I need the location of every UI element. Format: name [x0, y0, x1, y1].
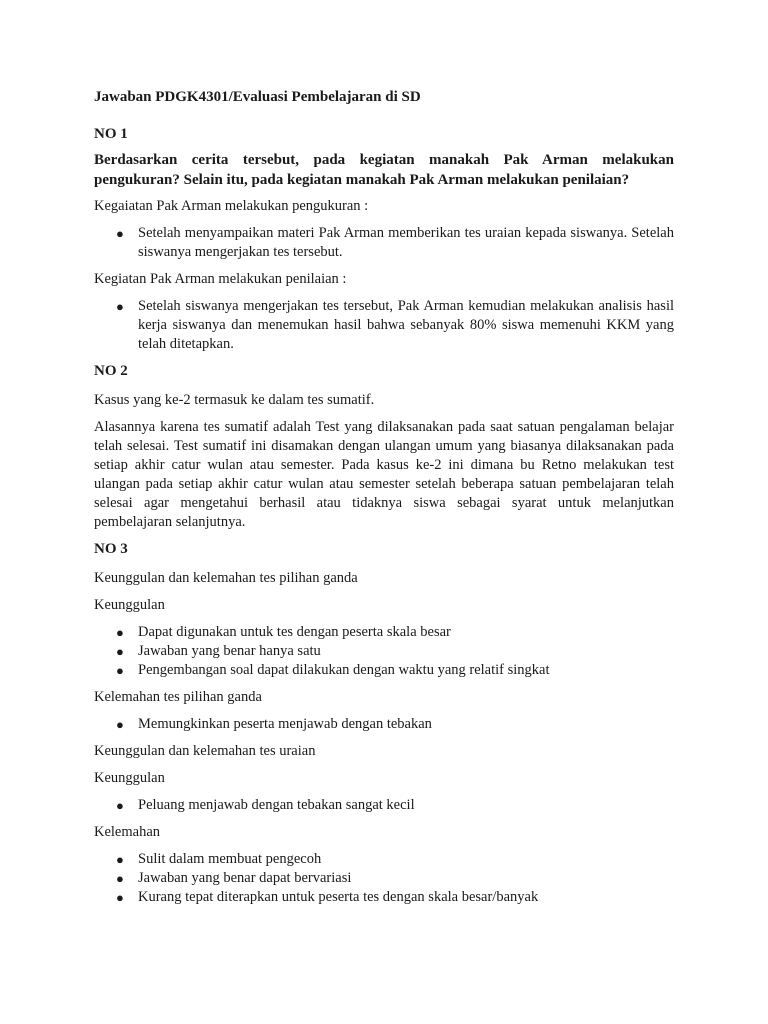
- pengukuran-list: [94, 224, 674, 262]
- pengukuran-label: Kegaiatan Pak Arman melakukan pengukuran :: [94, 198, 369, 214]
- list-item: [116, 623, 674, 642]
- bullet-icon: ●: [116, 299, 124, 314]
- penilaian-label: Kegiatan Pak Arman melakukan penilaian :: [94, 271, 347, 287]
- list-item: [116, 869, 674, 888]
- list-item-text: Sulit dalam membuat pengecoh: [138, 851, 322, 867]
- section-heading-no3: NO 3: [94, 541, 128, 557]
- bullet-icon: ●: [116, 798, 124, 813]
- list-item: [116, 715, 674, 734]
- section-heading-no2: NO 2: [94, 363, 128, 379]
- bullet-icon: ●: [116, 663, 124, 678]
- pg-kelemahan-label: Kelemahan tes pilihan ganda: [94, 689, 262, 705]
- list-item-text: Jawaban yang benar dapat bervariasi: [138, 870, 352, 886]
- bullet-icon: ●: [116, 871, 124, 886]
- list-item: [116, 297, 674, 354]
- list-item-text: Setelah siswanya mengerjakan tes tersebut, Pak Arman kemudian melakukan analisis hasil kerja siswanya dan menemukan hasil bahwa sebanyak 80% siswa memenuhi KKM yang telah ditetapkan.: [138, 298, 674, 352]
- list-item-text: Setelah menyampaikan materi Pak Arman memberikan tes uraian kepada siswanya. Setelah siswanya mengerjakan tes tersebut.: [138, 225, 674, 260]
- penilaian-list: [94, 297, 674, 354]
- bullet-icon: ●: [116, 717, 124, 732]
- no2-reason-paragraph: Alasannya karena tes sumatif adalah Test yang dilaksanakan pada saat satuan pengalaman belajar telah selesai. Test sumatif ini disamakan dengan ulangan umum yang biasanya dilaksanakan pada setiap akhir catur wulan atau semester. Pada kasus ke-2 ini dimana bu Retno melakukan test ulangan pada setiap akhir catur wulan atau semester setelah beberapa satuan pembelajaran telah selesai agar mengetahui berhasil atau tidaknya siswa sebagai syarat untuk melanjutkan pembelajaran selanjutnya.: [94, 419, 674, 530]
- bullet-icon: ●: [116, 226, 124, 241]
- bullet-icon: ●: [116, 852, 124, 867]
- list-item-text: Pengembangan soal dapat dilakukan dengan waktu yang relatif singkat: [138, 662, 550, 678]
- question-no1: Berdasarkan cerita tersebut, pada kegiatan manakah Pak Arman melakukan pengukuran? Selain itu, pada kegiatan manakah Pak Arman melakukan penilaian?: [94, 152, 674, 188]
- list-item-text: Dapat digunakan untuk tes dengan peserta skala besar: [138, 624, 451, 640]
- list-item: [116, 224, 674, 262]
- pg-kelemahan-list: [94, 715, 674, 734]
- bullet-icon: ●: [116, 644, 124, 659]
- pg-title: Keunggulan dan kelemahan tes pilihan ganda: [94, 570, 358, 586]
- list-item-text: Jawaban yang benar hanya satu: [138, 643, 321, 659]
- uraian-keunggulan-list: [94, 796, 674, 815]
- bullet-icon: ●: [116, 625, 124, 640]
- list-item-text: Memungkinkan peserta menjawab dengan tebakan: [138, 716, 432, 732]
- bullet-icon: ●: [116, 890, 124, 905]
- uraian-kelemahan-label: Kelemahan: [94, 824, 161, 840]
- uraian-title: Keunggulan dan kelemahan tes uraian: [94, 743, 316, 759]
- list-item: [116, 661, 674, 680]
- section-heading-no1: NO 1: [94, 126, 128, 142]
- no2-answer-line: Kasus yang ke-2 termasuk ke dalam tes sumatif.: [94, 392, 375, 408]
- list-item: [116, 888, 674, 907]
- list-item-text: Peluang menjawab dengan tebakan sangat kecil: [138, 797, 415, 813]
- document-title: Jawaban PDGK4301/Evaluasi Pembelajaran di SD: [94, 89, 421, 105]
- uraian-keunggulan-label: Keunggulan: [94, 770, 165, 786]
- pg-keunggulan-list: [94, 623, 674, 680]
- list-item: [116, 642, 674, 661]
- uraian-kelemahan-list: [94, 850, 674, 907]
- list-item: [116, 796, 674, 815]
- pg-keunggulan-label: Keunggulan: [94, 597, 165, 613]
- list-item-text: Kurang tepat diterapkan untuk peserta tes dengan skala besar/banyak: [138, 889, 539, 905]
- list-item: [116, 850, 674, 869]
